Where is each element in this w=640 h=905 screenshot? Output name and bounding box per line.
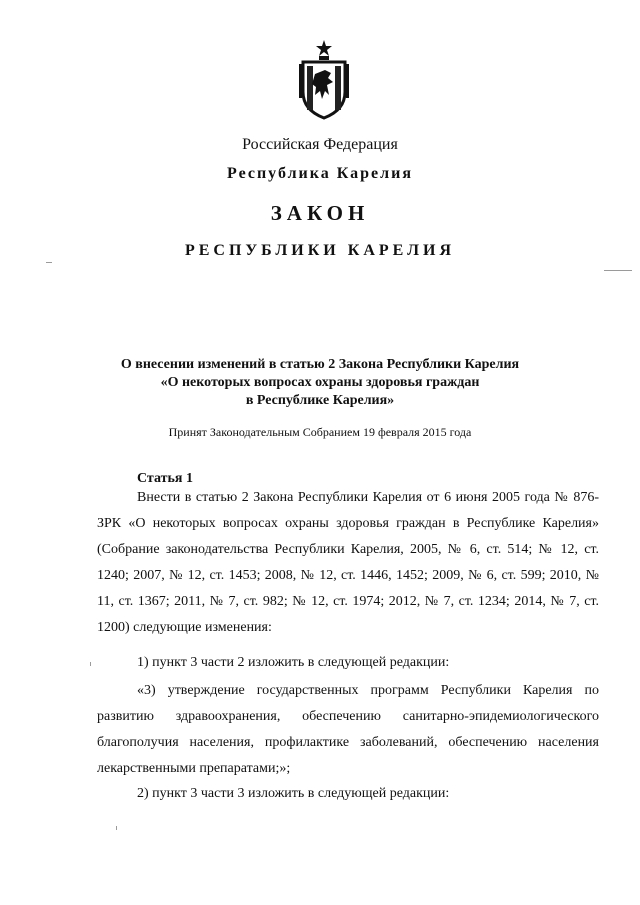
adoption-note: Принят Законодательным Собранием 19 февраля 2015 года — [168, 425, 472, 439]
scan-mark — [116, 826, 117, 830]
document-type-subtitle: РЕСПУБЛИКИ КАРЕЛИЯ — [184, 242, 456, 259]
scan-mark — [90, 662, 91, 666]
law-title — [0, 356, 640, 410]
scan-mark — [46, 262, 52, 263]
law-title-line: «О некоторых вопросах охраны здоровья граждан — [160, 375, 480, 390]
karelia-coat-of-arms-icon — [297, 40, 351, 120]
article-heading: Статья 1 — [137, 471, 193, 486]
law-title-line: в Республике Карелия» — [245, 393, 395, 408]
amendment-item: 2) пункт 3 части 3 изложить в следующей редакции: — [137, 786, 450, 801]
article-paragraph: Внести в статью 2 Закона Республики Карелия от 6 июня 2005 года № 876-ЗРК «О некоторых вопросах охраны здоровья граждан в Республике Карелия» (Собрание законодательства Республики Карелия, 2005, № 6, ст. 514; № 12, ст. 1240; 2007, № 12, ст. 1453; 2008, № 12, ст. 1446, 1452; 2009, № 6, ст. 599; 2010, № 11, ст. 1367; 2011, № 7, ст. 982; № 12, ст. 1974; 2012, № 7, ст. 1234; 2014, № 7, ст. 1200) следующие изменения: — [97, 490, 599, 635]
country-name: Российская Федерация — [242, 136, 398, 153]
amendment-item: 1) пункт 3 части 2 изложить в следующей редакции: — [137, 655, 450, 670]
law-title-line: О внесении изменений в статью 2 Закона Республики Карелия — [120, 357, 520, 372]
amendment-text: «3) утверждение государственных программ Республики Карелия по развитию здравоохранения, обеспечению санитарно-эпидемиологического благополучия населения, профилактике заболеваний, обеспечению населения лекарственными препаратами;»; — [97, 683, 599, 776]
document-type: ЗАКОН — [270, 201, 370, 225]
scan-mark — [604, 270, 632, 271]
republic-name: Республика Карелия — [227, 165, 413, 182]
